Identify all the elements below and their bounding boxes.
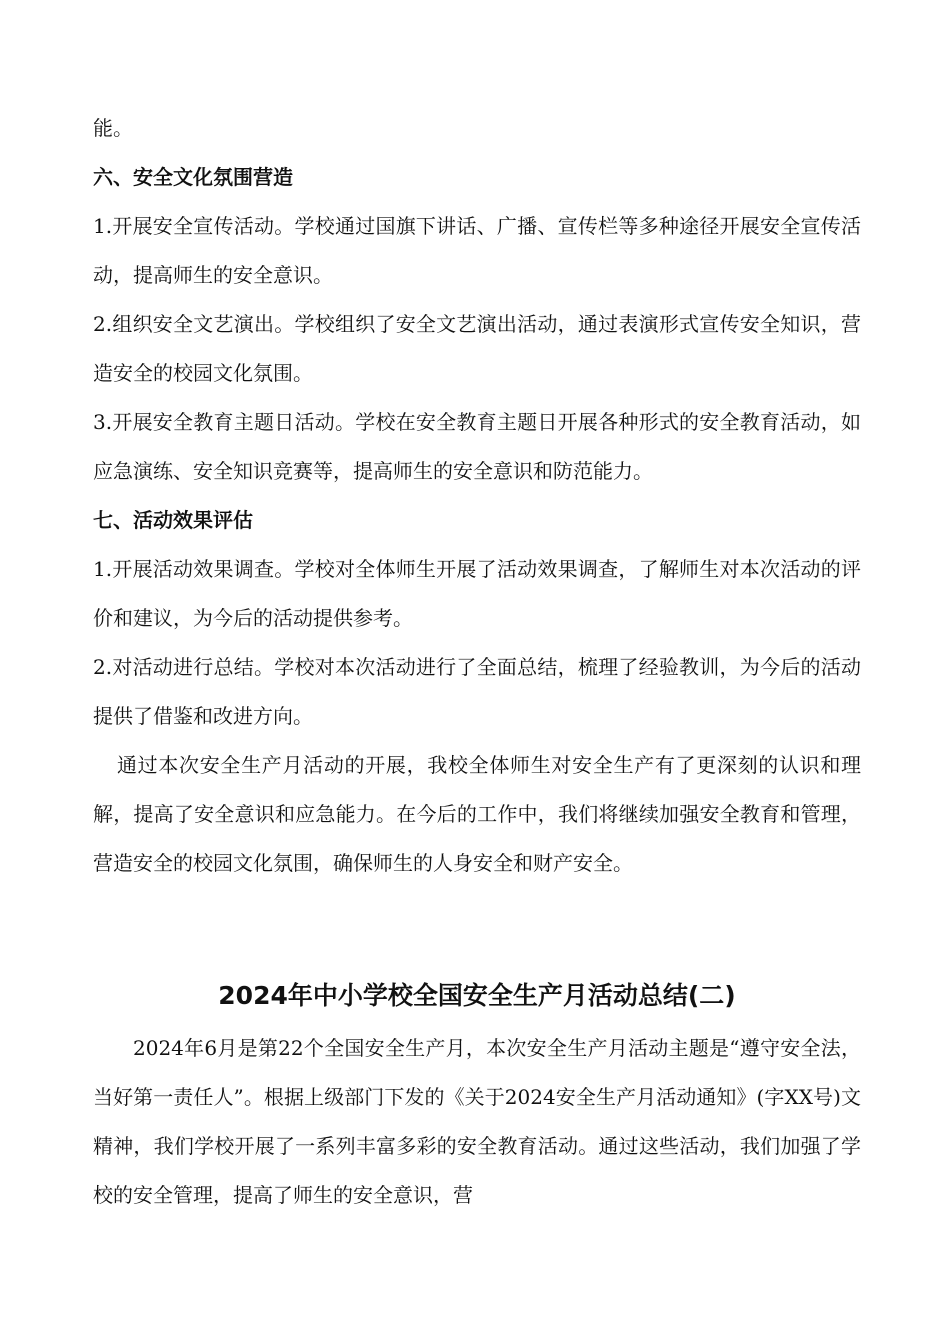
document-title: 2024年中小学校全国安全生产月活动总结(二)	[218, 981, 736, 1010]
section-gap	[93, 888, 861, 968]
paragraph-6-2: 2.组织安全文艺演出。学校组织了安全文艺演出活动，通过表演形式宣传安全知识，营造安全的校园文化氛围。	[93, 312, 861, 385]
section-heading-7: 七、活动效果评估	[93, 508, 253, 532]
document-page	[93, 104, 861, 1220]
continued-paragraph: 能。	[93, 116, 133, 140]
intro-paragraph: 2024年6月是第22个全国安全生产月，本次安全生产月活动主题是“遵守安全法，当好第一责任人”。根据上级部门下发的《关于2024安全生产月活动通知》(字XX号)文精神，我们学校开展了一系列丰富多彩的安全教育活动。通过这些活动，我们加强了学校的安全管理，提高了师生的安全意识，营	[93, 1036, 861, 1207]
paragraph-7-1: 1.开展活动效果调查。学校对全体师生开展了活动效果调查，了解师生对本次活动的评价和建议，为今后的活动提供参考。	[93, 557, 861, 630]
paragraph-7-2: 2.对活动进行总结。学校对本次活动进行了全面总结，梳理了经验教训，为今后的活动提供了借鉴和改进方向。	[93, 655, 861, 728]
section-heading-6: 六、安全文化氛围营造	[93, 165, 293, 189]
paragraph-6-3: 3.开展安全教育主题日活动。学校在安全教育主题日开展各种形式的安全教育活动，如应急演练、安全知识竞赛等，提高师生的安全意识和防范能力。	[93, 410, 861, 483]
conclusion-paragraph: 通过本次安全生产月活动的开展，我校全体师生对安全生产有了更深刻的认识和理解，提高了安全意识和应急能力。在今后的工作中，我们将继续加强安全教育和管理，营造安全的校园文化氛围，确保师生的人身安全和财产安全。	[93, 753, 861, 875]
paragraph-6-1: 1.开展安全宣传活动。学校通过国旗下讲话、广播、宣传栏等多种途径开展安全宣传活动，提高师生的安全意识。	[93, 214, 861, 287]
